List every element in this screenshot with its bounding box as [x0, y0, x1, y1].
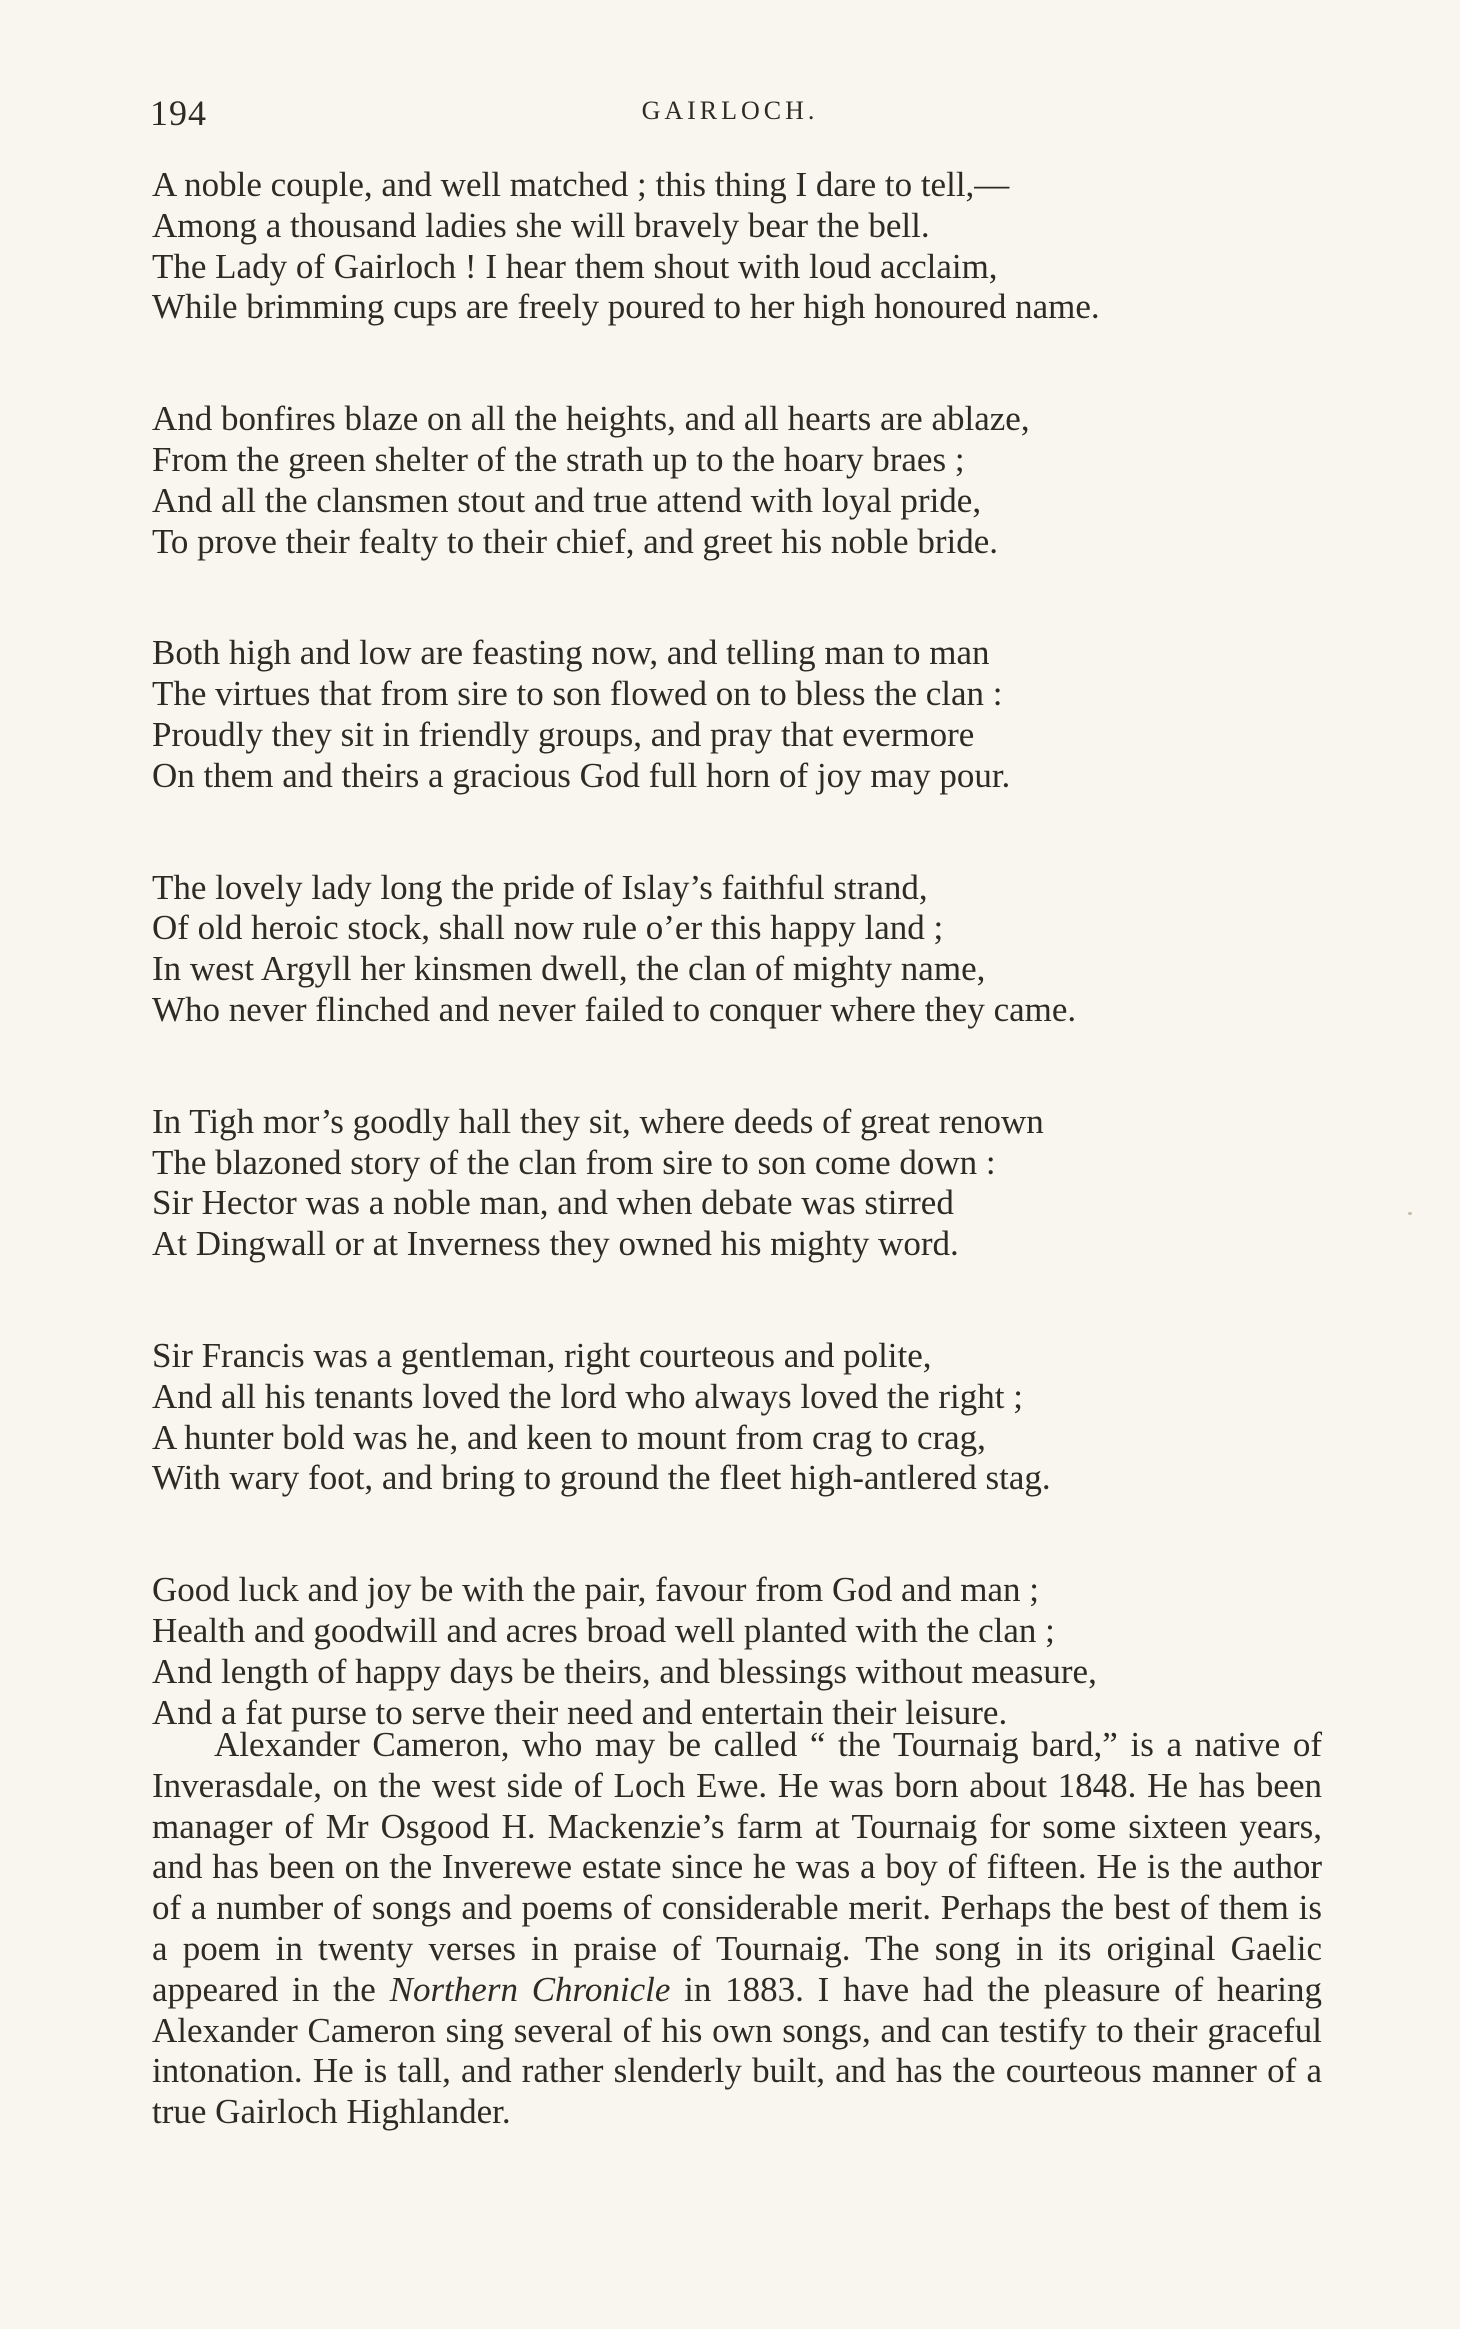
poem-line: To prove their fealty to their chief, and greet his noble bride. [152, 521, 998, 561]
running-title: GAIRLOCH. [641, 96, 819, 125]
poem-line: In Tigh mor’s goodly hall they sit, where deeds of great renown [152, 1101, 1044, 1141]
poem-line: On them and theirs a gracious God full horn of joy may pour. [152, 755, 1011, 795]
prose-paragraph [152, 1725, 1322, 2133]
poem-line: The virtues that from sire to son flowed on to bless the clan : [152, 674, 1003, 714]
newspaper-title: Northern Chronicle [389, 1969, 671, 2009]
poem-line: In west Argyll her kinsmen dwell, the clan of mighty name, [152, 949, 986, 989]
poem-line: While brimming cups are freely poured to her high honoured name. [152, 287, 1100, 327]
poem-line: A hunter bold was he, and keen to mount from crag to crag, [152, 1417, 986, 1457]
poem-line: And a fat purse to serve their need and entertain their leisure. [152, 1692, 1008, 1732]
poem-line: From the green shelter of the strath up to the hoary braes ; [152, 439, 965, 479]
poem-line: A noble couple, and well matched ; this thing I dare to tell,— [152, 165, 1010, 204]
poem-line: Sir Hector was a noble man, and when debate was stirred [152, 1183, 954, 1223]
poem-line: The Lady of Gairloch ! I hear them shout with loud acclaim, [152, 246, 998, 286]
poem-stanza [152, 1336, 1332, 1499]
poem-line: Who never flinched and never failed to conquer where they came. [152, 989, 1077, 1029]
paper-speck [1408, 1212, 1412, 1215]
poem-line: And bonfires blaze on all the heights, and all hearts are ablaze, [152, 399, 1030, 439]
poem-stanza [152, 165, 1332, 328]
poem-stanza [152, 868, 1332, 1031]
poem-stanza [152, 633, 1332, 796]
poem-line: Of old heroic stock, shall now rule o’er this happy land ; [152, 908, 944, 948]
poem-line: The lovely lady long the pride of Islay’s faithful strand, [152, 867, 928, 907]
poem-line: And all his tenants loved the lord who always loved the right ; [152, 1376, 1023, 1416]
poem-stanza [152, 399, 1332, 562]
poem-line: Good luck and joy be with the pair, favour from God and man ; [152, 1570, 1039, 1610]
page-number: 194 [150, 93, 207, 133]
poem-line: And length of happy days be theirs, and blessings without measure, [152, 1651, 1097, 1691]
poem-line: Health and goodwill and acres broad well planted with the clan ; [152, 1610, 1055, 1650]
prose-text: Alexander Cameron, who may be called “ the Tournaig bard,” is a native of Inverasdale, on the west side of Loch Ewe. He was born about 1848. He has been manager of Mr Osgood H. Mackenzie’s farm at Tournaig for some sixteen years, and has been on the Inverewe estate since he was a boy of fifteen. He is the author of a number of songs and poems of considerable merit. Perhaps the best of them is a poem in twenty verses in praise of Tournaig. The song in its original Gaelic appeared in the [152, 1725, 1322, 2009]
poem-line: Proudly they sit in friendly groups, and pray that evermore [152, 714, 975, 754]
poem-line: Among a thousand ladies she will bravely bear the bell. [152, 205, 930, 245]
poem-stanza [152, 1570, 1332, 1733]
poem-stanza [152, 1102, 1332, 1265]
poem-line: Both high and low are feasting now, and telling man to man [152, 633, 990, 673]
prose-text: in 1883. I have had the pleasure of hearing Alexander Cameron sing several of his own songs, and can testify to their graceful intonation. He is tall, and rather slenderly built, and has the courteous manner of a true Gairloch Highlander. [152, 1969, 1323, 2132]
poem-line: And all the clansmen stout and true attend with loyal pride, [152, 480, 982, 520]
poem [152, 165, 1332, 1804]
poem-line: At Dingwall or at Inverness they owned his mighty word. [152, 1224, 959, 1264]
poem-line: Sir Francis was a gentleman, right courteous and polite, [152, 1335, 932, 1375]
poem-line: With wary foot, and bring to ground the fleet high-antlered stag. [152, 1458, 1051, 1498]
poem-line: The blazoned story of the clan from sire to son come down : [152, 1142, 996, 1182]
